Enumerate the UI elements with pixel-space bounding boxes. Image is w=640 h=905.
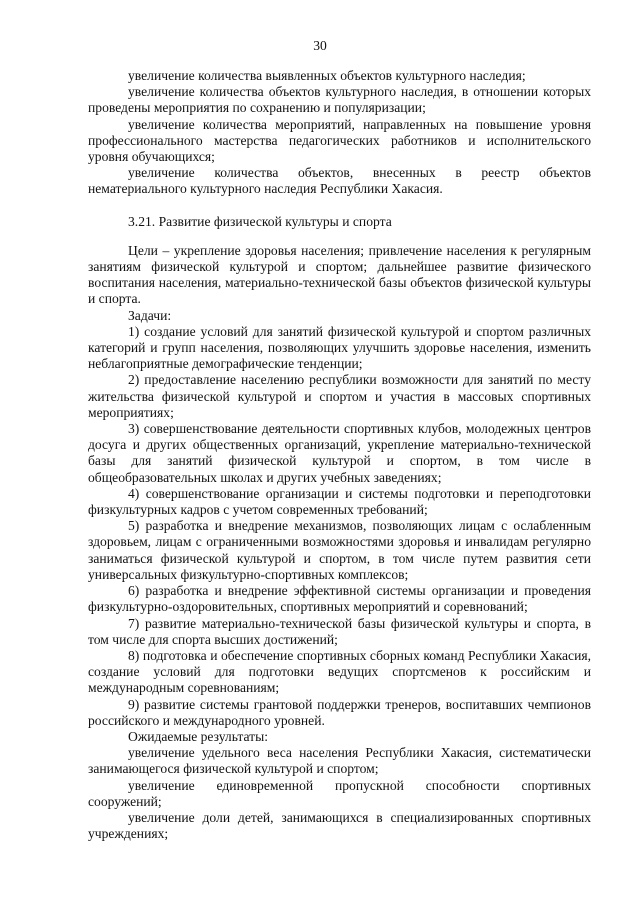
- intro-item: увеличение количества объектов культурного наследия, в отношении которых проведены мероприятия по сохранению и популяризации;: [88, 84, 591, 116]
- page-number: 30: [313, 38, 327, 53]
- task-item: 2) предоставление населению республики возможности для занятий по месту жительства физической культурой и спортом и участия в массовых спортивных мероприятиях;: [88, 372, 591, 420]
- intro-item: увеличение количества мероприятий, направленных на повышение уровня профессионального мастерства педагогических работников и исполнительского уровня обучающихся;: [88, 116, 591, 165]
- task-item: 7) развитие материально-технической базы физической культуры и спорта, в том числе для спорта высших достижений;: [88, 615, 591, 647]
- task-item: 1) создание условий для занятий физической культурой и спортом различных категорий и групп населения, позволяющих улучшить здоровье населения, изменить неблагоприятные демографические тенденции;: [88, 323, 591, 372]
- task-item: 9) развитие системы грантовой поддержки тренеров, воспитавших чемпионов российского и международного уровней.: [88, 696, 591, 728]
- page-content: [88, 68, 591, 842]
- result-item: увеличение удельного веса населения Республики Хакасия, систематически занимающегося физической культурой и спортом;: [88, 745, 591, 777]
- tasks-label: Задачи:: [128, 307, 172, 323]
- result-item: увеличение доли детей, занимающихся в специализированных спортивных учреждениях;: [88, 809, 591, 842]
- task-item: 4) совершенствование организации и системы подготовки и переподготовки физкультурных кадров с учетом современных требований;: [88, 485, 591, 518]
- intro-item: увеличение количества объектов, внесенных в реестр объектов нематериального культурного наследия Республики Хакасия.: [88, 165, 591, 197]
- task-item: 8) подготовка и обеспечение спортивных сборных команд Республики Хакасия, создание условий для подготовки ведущих спортсменов к российским и международным соревнованиям;: [88, 647, 591, 696]
- task-item: 3) совершенствование деятельности спортивных клубов, молодежных центров досуга и других общественных организаций, укрепление материально-технической базы для занятий физической культурой и спортом, в том числе в общеобразовательных школах и других учебных заведениях;: [88, 421, 591, 485]
- goals-paragraph: Цели – укрепление здоровья населения; привлечение населения к регулярным занятиям физической культурой и спортом; дальнейшее развитие физического воспитания населения, материально-технической базы объектов физической культуры и спорта.: [88, 242, 591, 307]
- results-label: Ожидаемые результаты:: [128, 728, 269, 744]
- section-heading: 3.21. Развитие физической культуры и спорта: [128, 213, 392, 229]
- spacer: [88, 230, 591, 243]
- spacer: [88, 198, 591, 214]
- task-item: 5) разработка и внедрение механизмов, позволяющих лицам с ослабленным здоровьем, лицам с ограниченными возможностями здоровья и инвалидам регулярно заниматься физической культурой и спортом, в том числе путем развития сети универсальных физкультурно-спортивных комплексов;: [88, 518, 591, 582]
- intro-item: увеличение количества выявленных объектов культурного наследия;: [128, 68, 526, 83]
- result-item: увеличение единовременной пропускной способности спортивных сооружений;: [88, 777, 591, 809]
- task-item: 6) разработка и внедрение эффективной системы организации и проведения физкультурно-оздоровительных, спортивных мероприятий и соревнований;: [88, 583, 591, 615]
